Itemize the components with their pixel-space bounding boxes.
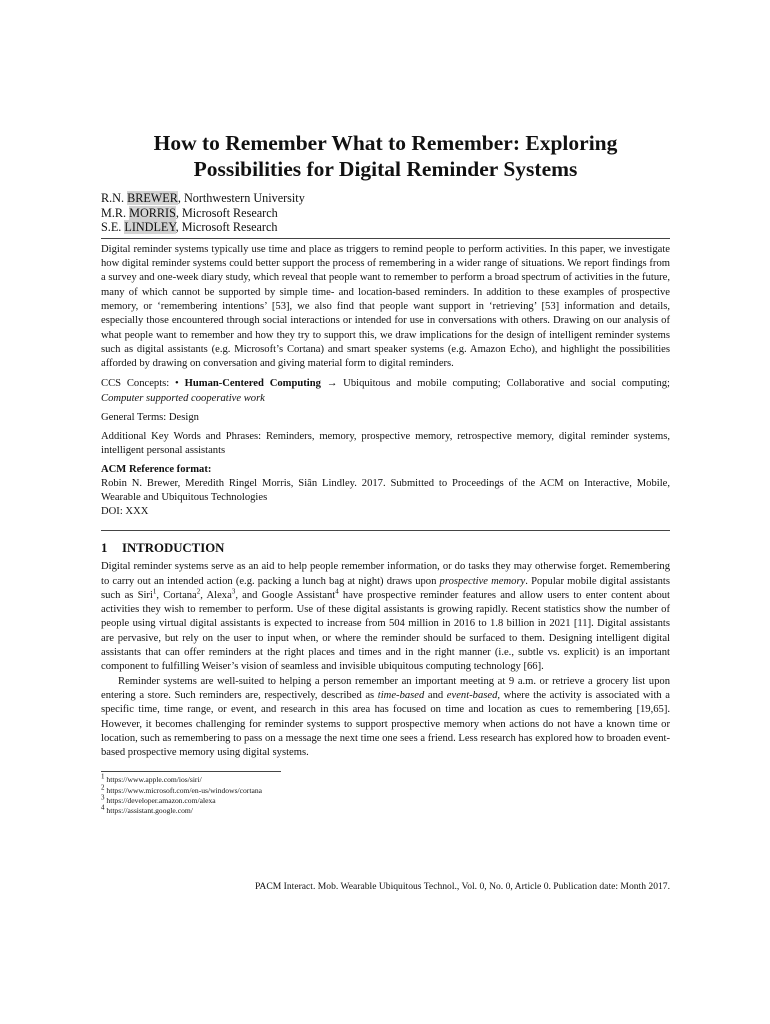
- footnote-number: 4: [101, 803, 105, 812]
- emphasis: prospective memory: [439, 575, 526, 587]
- author-line: [101, 220, 670, 235]
- ccs-subconcept: Computer supported cooperative work: [101, 392, 265, 404]
- author-surname: MORRIS: [129, 205, 176, 220]
- author-initials: M.R.: [101, 205, 127, 220]
- emphasis: event-based: [446, 689, 498, 701]
- author-initials: R.N.: [101, 191, 125, 205]
- text-run: Reminder systems are well-suited to helping a person remember an important meeting at 9 a.m. or retrieve a grocery list upon entering a store. Such reminders are, respectively, described as: [101, 675, 670, 701]
- ccs-concept: Human-Centered Computing: [184, 378, 321, 390]
- author-surname: LINDLEY: [124, 220, 176, 235]
- section-title: INTRODUCTION: [122, 541, 225, 556]
- footnote-mark: 3: [231, 587, 236, 596]
- doi: DOI: XXX: [101, 506, 149, 518]
- author-affiliation: , Northwestern University: [177, 191, 305, 205]
- general-terms: General Terms: Design: [101, 411, 199, 423]
- ccs-concepts: [101, 377, 670, 405]
- footnote: [101, 772, 670, 785]
- ccs-path: → Ubiquitous and mobile computing; Collaborative and social computing;: [320, 378, 670, 390]
- text-run: Digital reminder systems serve as an aid to help people remember information, or do tasks they may otherwise forget. Remembering to carry out an intended action (e.g. packing a lunch bag at night) draws upon: [101, 561, 670, 587]
- acm-reference-citation: Robin N. Brewer, Meredith Ringel Morris, Siân Lindley. 2017. Submitted to Proceedings of the ACM on Interactive, Mobile, Wearable and Ubiquitous Technologies: [101, 478, 670, 504]
- footnote-url: https://www.apple.com/ios/siri/: [106, 775, 202, 785]
- text-run: , Cortana: [156, 589, 197, 601]
- footnote-url: https://www.microsoft.com/en-us/windows/cortana: [106, 785, 262, 795]
- footnote-divider: [101, 771, 281, 772]
- text-run: , where the activity is associated with a specific time, time range, or event, and research in this area has focused on time and location as cues to remembering [19,65]. However, it becomes challenging for reminder systems to support prospective memory when actions do not have a known time or location, such as remembering to pass on a message the next time one sees a friend. Less research has explored how to broaden event-based prospective memory using digital systems.: [101, 689, 671, 759]
- text-run: . Popular mobile digital assistants such as Siri: [101, 575, 670, 601]
- footnote-mark: 4: [335, 587, 339, 596]
- author-line: [101, 191, 670, 206]
- text-run: , Alexa: [200, 589, 232, 601]
- author-initials: S.E.: [101, 220, 122, 235]
- paper-title: How to Remember What to Remember: Exploring Possibilities for Digital Reminder Systems: [153, 131, 618, 181]
- author-surname: BREWER: [127, 191, 178, 205]
- footnotes: [101, 772, 670, 816]
- footnote-number: 2: [101, 783, 105, 792]
- header-divider: [101, 238, 670, 239]
- author-affiliation: , Microsoft Research: [175, 205, 278, 220]
- footnote-number: 3: [101, 793, 105, 802]
- text-run: have prospective reminder features and allow users to enter content about activities they wish to remember to perform. Use of these digital assistants is growing rapidly. Recent statistics show the number of people using virtual digital assistants is expected to increase from 504 million in 2016 to 1.8 billion in 2021 [11]. Digital assistants are pervasive, but rely on the user to input when, or where the reminder should be surfaced to them. Designing intelligent digital assistants that can offer reminders at the right places and times and in the right manner (i.e., subtle vs. explicit) is an important component to fulfilling Weiser’s vision of seamless and invisible ubiquitous computing technology [66].: [101, 589, 670, 673]
- emphasis: time-based: [377, 689, 425, 701]
- section-number: 1: [101, 541, 108, 556]
- footnote: [101, 793, 670, 806]
- footnote: [101, 783, 670, 796]
- section-divider: [101, 530, 670, 531]
- footnote-url: https://assistant.google.com/: [106, 806, 193, 816]
- author-affiliation: , Microsoft Research: [175, 220, 278, 235]
- abstract: Digital reminder systems typically use time and place as triggers to remind people to perform activities. In this paper, we investigate how digital reminder systems could better support the process of remembering in a wider range of situations. We report findings from a survey and one-week diary study, which reveal that people want to remember to perform a broad spectrum of activities in the future, many of which cannot be supported by simple time- and location-based reminders. In addition to these examples of prospective memory, or ‘remembering intentions’ [53], we also find that people want support in ‘retrieving’ [53] information and details, especially those encountered through social interactions or intended for use in conversations with others. Drawing on our analysis of what people want to remember and how they try to support this, we draw implications for the design of intelligent reminder systems such as digital assistants (e.g. Microsoft’s Cortana) and smart speaker systems (e.g. Amazon Echo), and highlight the possibilities afforded by drawing on conversation and giving material form to digital reminders.: [101, 243, 670, 370]
- ccs-label: CCS Concepts: •: [101, 378, 185, 390]
- intro-paragraph-2: [101, 675, 670, 761]
- text-run: , and Google Assistant: [235, 589, 336, 601]
- footnote-number: 1: [101, 772, 105, 781]
- author-list: [101, 191, 670, 235]
- footnote-mark: 1: [152, 587, 157, 596]
- acm-reference-heading: ACM Reference format:: [101, 463, 212, 475]
- text-run: and: [424, 689, 447, 701]
- footnote: [101, 803, 670, 816]
- intro-paragraph-1: [101, 560, 670, 674]
- keywords: Additional Key Words and Phrases: Reminders, memory, prospective memory, retrospective memory, digital reminder systems, intelligent personal assistants: [101, 430, 670, 456]
- acm-reference: [101, 463, 670, 519]
- running-footer: PACM Interact. Mob. Wearable Ubiquitous Technol., Vol. 0, No. 0, Article 0. Publication date: Month 2017.: [254, 881, 670, 892]
- author-line: [101, 206, 670, 221]
- footnote-url: https://developer.amazon.com/alexa: [106, 795, 216, 805]
- footnote-mark: 2: [196, 587, 201, 596]
- page-content: [101, 130, 670, 816]
- section-heading: [101, 540, 670, 556]
